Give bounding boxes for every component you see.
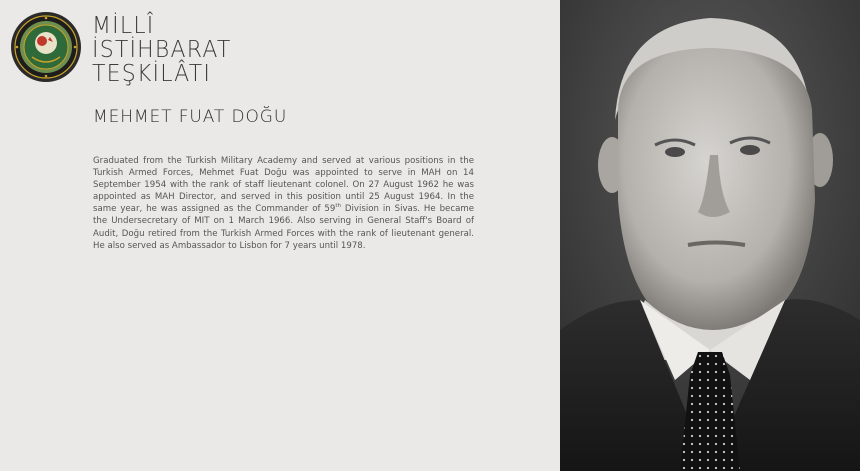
bio-superscript: th [335, 203, 341, 210]
bio-part-2: Division in Sivas. He became the Undersecretary of MIT on 1 March 1966. Also serving in General Staff's Board of Audit, Doğu retired from the Turkish Armed Forces with the rank of lieutenant general. He also served as Ambassador to Lisbon for 7 years until 1978. [93, 204, 474, 251]
org-line-1: MİLLÎ [92, 12, 155, 40]
org-line-3: TEŞKİLÂTI [92, 61, 212, 88]
org-line-2: İSTİHBARAT [92, 37, 232, 64]
bio-part-1: Graduated from the Turkish Military Academy and served at various positions in the Turkish Armed Forces, Mehmet Fuat Doğu was appointed to serve in MAH on 14 September 1954 with the rank of staff lieutenant colonel. On 27 August 1962 he was appointed as MAH Director, and served in this position until 25 August 1964. In the same year, he was assigned as the Commander of 59 [93, 156, 474, 215]
person-name: MEHMET FUAT DOĞU [93, 107, 288, 127]
organization-name [92, 14, 232, 86]
mit-emblem-logo[interactable] [10, 11, 82, 83]
biography-text [93, 155, 474, 252]
portrait-photo [560, 0, 860, 471]
